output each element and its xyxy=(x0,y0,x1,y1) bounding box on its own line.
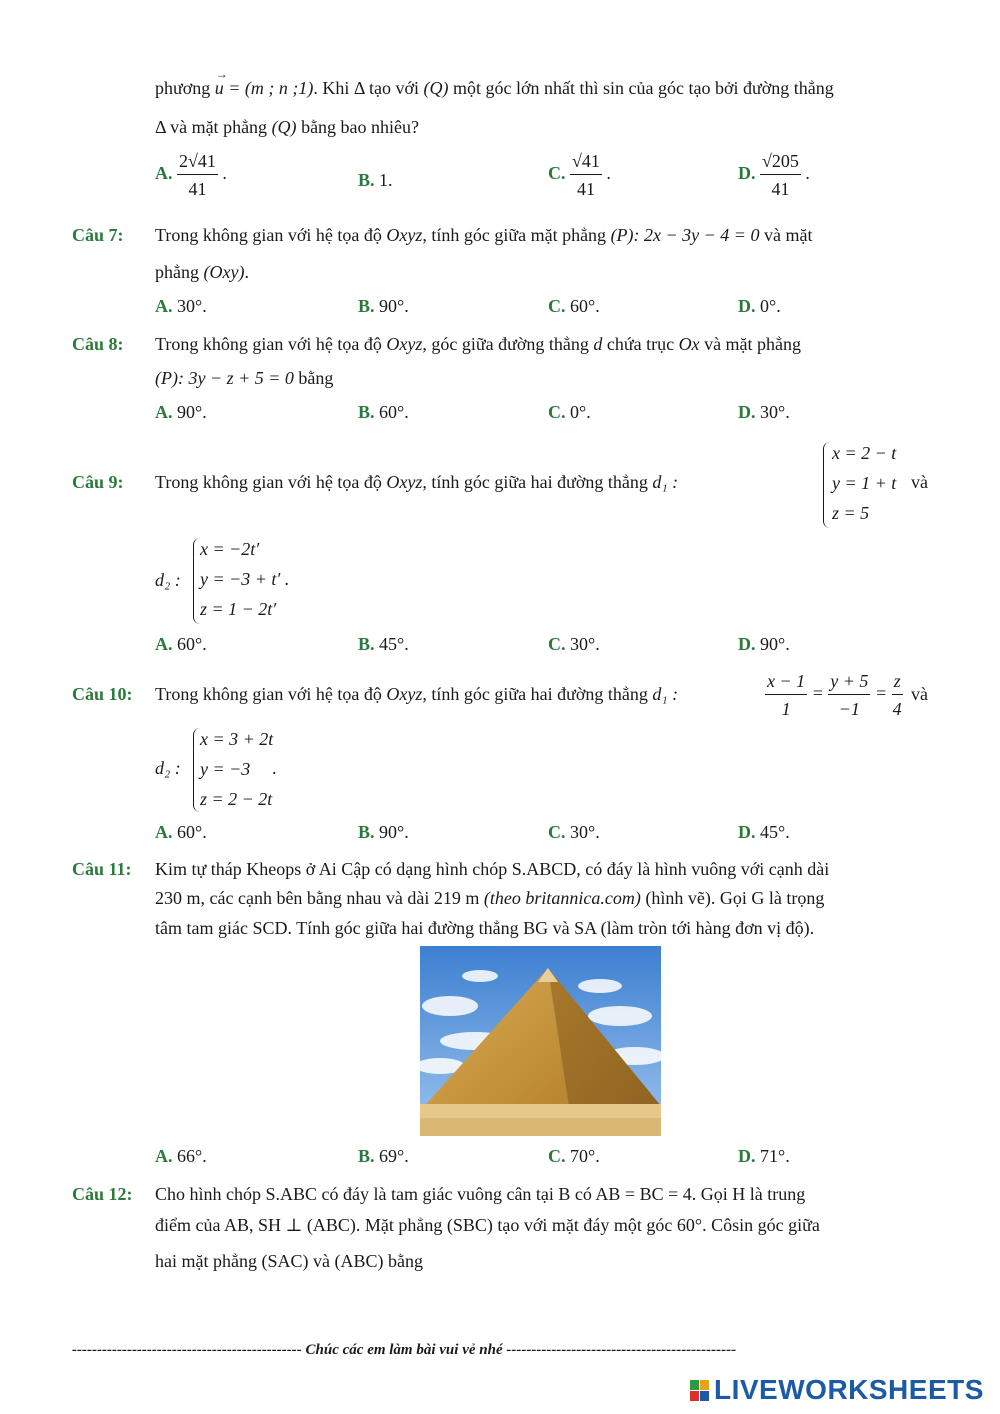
q10-d1-equation: $\frac{x - 1}{1}$ = $\frac{y + 5}{-1}$ = $\frac{z}{4}$ xyxy=(767,671,902,719)
system-brace xyxy=(193,538,200,624)
q6-text-e: bằng bao nhiêu? xyxy=(296,117,420,137)
q10-d2-label: d₂ : xyxy=(155,758,181,778)
q9-option-d[interactable]: D. 90°. xyxy=(738,634,790,654)
q7-line1: Trong không gian với hệ tọa độ Oxyz, tính góc giữa mặt phẳng (P): 2x − 3y − 4 = 0 và mặt xyxy=(155,225,813,245)
q11-line3: tâm tam giác SCD. Tính góc giữa hai đường thẳng BG và SA (làm tròn tới hàng đơn vị độ). xyxy=(155,918,815,938)
q11-label: Câu 11: xyxy=(72,859,132,879)
u-vector: → u xyxy=(214,67,228,98)
q8-option-d[interactable]: D. 30°. xyxy=(738,402,790,422)
q10-d2-dot: . xyxy=(272,758,277,778)
q9-d2-system: x = −2t′ y = −3 + t′ . z = 1 − 2t′ xyxy=(200,539,290,619)
q9-d2-label: d₂ : xyxy=(155,570,181,590)
q6-option-a[interactable]: A. $\frac{2√41}{41}$ . xyxy=(155,151,227,199)
q7-option-a[interactable]: A. 30°. xyxy=(155,296,207,316)
q7-option-c[interactable]: C. 60°. xyxy=(548,296,600,316)
system-brace xyxy=(823,442,830,528)
system-brace xyxy=(193,728,200,812)
q10-option-d[interactable]: D. 45°. xyxy=(738,822,790,842)
q11-option-a[interactable]: A. 66°. xyxy=(155,1146,207,1166)
q6-text-c: một góc lớn nhất thì sin của góc tạo bởi đường thẳng xyxy=(448,78,834,98)
q9-and: và xyxy=(911,472,928,492)
q6-line1 xyxy=(155,67,834,99)
q10-and: và xyxy=(911,684,928,704)
q9-option-a[interactable]: A. 60°. xyxy=(155,634,207,654)
u-value: = (m ; n ;1) xyxy=(228,78,314,98)
q9-line1: Trong không gian với hệ tọa độ Oxyz, tính góc giữa hai đường thẳng d₁ : xyxy=(155,472,679,492)
q12-line1: Cho hình chóp S.ABC có đáy là tam giác vuông cân tại B có AB = BC = 4. Gọi H là trung xyxy=(155,1184,806,1204)
q8-option-b[interactable]: B. 60°. xyxy=(358,402,409,422)
q12-line3: hai mặt phẳng (SAC) và (ABC) bằng xyxy=(155,1251,423,1271)
q11-option-b[interactable]: B. 69°. xyxy=(358,1146,409,1166)
pyramid-image xyxy=(420,946,661,1136)
q6-text-b: . Khi Δ tạo với xyxy=(313,78,424,98)
q9-option-c[interactable]: C. 30°. xyxy=(548,634,600,654)
q6-text-a: phương xyxy=(155,78,215,98)
q8-line1: Trong không gian với hệ tọa độ Oxyz, góc giữa đường thẳng d chứa trục Ox và mặt phẳng xyxy=(155,334,802,354)
q10-option-b[interactable]: B. 90°. xyxy=(358,822,409,842)
q11-option-d[interactable]: D. 71°. xyxy=(738,1146,790,1166)
q6-text-d: Δ và mặt phẳng xyxy=(155,117,272,137)
q12-line2: điểm của AB, SH ⊥ (ABC). Mặt phẳng (SBC) tạo với mặt đáy một góc 60°. Côsin góc giữa xyxy=(155,1215,820,1235)
q7-line2: phẳng (Oxy). xyxy=(155,262,249,282)
q6-line2 xyxy=(155,117,419,138)
option-label: A. xyxy=(155,163,173,184)
q10-line1: Trong không gian với hệ tọa độ Oxyz, tính góc giữa hai đường thẳng d₁ : xyxy=(155,684,679,704)
q7-label: Câu 7: xyxy=(72,225,124,245)
q7-option-b[interactable]: B. 90°. xyxy=(358,296,409,316)
q7-option-d[interactable]: D. 0°. xyxy=(738,296,781,316)
q8-option-c[interactable]: C. 0°. xyxy=(548,402,591,422)
option-value: 1. xyxy=(379,170,393,190)
q10-option-a[interactable]: A. 60°. xyxy=(155,822,207,842)
liveworksheets-logo: LIVEWORKSHEETS xyxy=(690,1374,984,1406)
logo-mark-icon xyxy=(690,1380,710,1402)
q11-line1: Kim tự tháp Kheops ở Ai Cập có dạng hình chóp S.ABCD, có đáy là hình vuông với cạnh dài xyxy=(155,859,830,879)
option-label: D. xyxy=(738,163,756,184)
q8-line2: (P): 3y − z + 5 = 0 bằng xyxy=(155,368,334,388)
q10-option-c[interactable]: C. 30°. xyxy=(548,822,600,842)
q6-option-c[interactable]: C. $\frac{√41}{41}$ . xyxy=(548,151,611,199)
footer-message: ---------------------------------------------- Chúc các em làm bài vui vẻ nhé ---------------------------------------------- xyxy=(72,1342,737,1358)
plane-q-2: (Q) xyxy=(271,117,297,137)
plane-q: (Q) xyxy=(423,78,449,98)
fraction: $\frac{2√41}{41}$ xyxy=(179,151,216,199)
option-label: C. xyxy=(548,163,566,184)
q6-option-b[interactable] xyxy=(358,170,393,191)
q9-label: Câu 9: xyxy=(72,472,124,492)
fraction: $\frac{√41}{41}$ xyxy=(572,151,600,199)
q8-label: Câu 8: xyxy=(72,334,124,354)
option-label: B. xyxy=(358,170,375,190)
q12-label: Câu 12: xyxy=(72,1184,133,1204)
q9-d1-system: x = 2 − t y = 1 + t z = 5 xyxy=(832,443,897,523)
q10-d2-system: x = 3 + 2t y = −3 z = 2 − 2t xyxy=(200,729,274,809)
q6-option-d[interactable]: D. $\frac{√205}{41}$ . xyxy=(738,151,810,199)
q9-option-b[interactable]: B. 45°. xyxy=(358,634,409,654)
q10-label: Câu 10: xyxy=(72,684,133,704)
q8-option-a[interactable]: A. 90°. xyxy=(155,402,207,422)
q11-line2: 230 m, các cạnh bên bằng nhau và dài 219 m (theo britannica.com) (hình vẽ). Gọi G là trọng xyxy=(155,888,825,908)
fraction: $\frac{√205}{41}$ xyxy=(762,151,799,199)
q11-option-c[interactable]: C. 70°. xyxy=(548,1146,600,1166)
